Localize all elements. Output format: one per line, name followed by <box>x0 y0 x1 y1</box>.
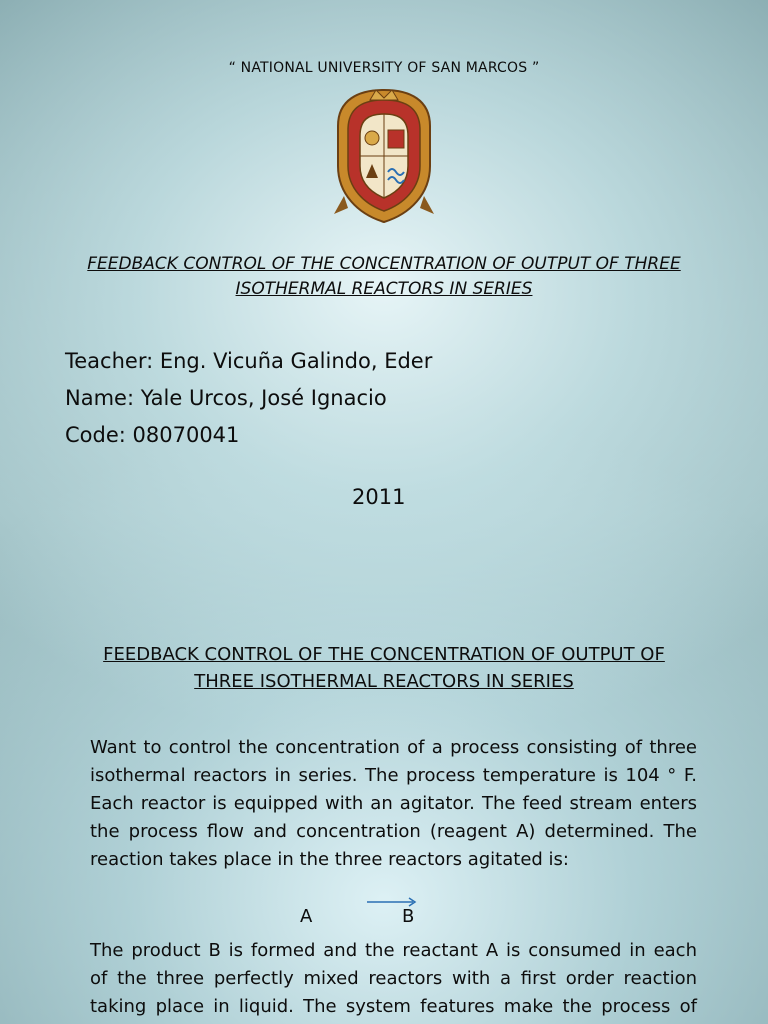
section-title <box>70 641 698 695</box>
product-label: B <box>402 906 415 927</box>
author-info <box>65 343 432 454</box>
product-paragraph-line-1: The product B is formed and the reactant A is consumed in each <box>90 940 697 961</box>
section-title-line-1: FEEDBACK CONTROL OF THE CONCENTRATION OF OUTPUT OF <box>103 644 665 665</box>
teacher-line: Teacher: Eng. Vicuña Galindo, Eder <box>65 349 433 373</box>
student-code-line: Code: 08070041 <box>65 423 240 447</box>
main-title-line-2: ISOTHERMAL REACTORS IN SERIES <box>235 279 533 299</box>
university-name: “ NATIONAL UNIVERSITY OF SAN MARCOS ” <box>228 60 540 76</box>
reactant-label: A <box>300 906 313 927</box>
section-title-line-2: THREE ISOTHERMAL REACTORS IN SERIES <box>194 671 574 692</box>
product-paragraph-line-3: taking place in liquid. The system features make the process of <box>90 996 697 1017</box>
problem-paragraph: Want to control the concentration of a process consisting of three isothermal reactors in series. The process temperature is 104 ° F. Each reactor is equipped with an agitator. The feed stream enters the process flow and concentration (reagent A) determined. The reaction takes place in the three reactors agitated is: <box>90 737 697 870</box>
year: 2011 <box>352 485 406 509</box>
main-title-line-1: FEEDBACK CONTROL OF THE CONCENTRATION OF OUTPUT OF THREE <box>87 254 681 274</box>
reaction-equation <box>300 906 440 934</box>
university-seal-icon <box>330 86 438 226</box>
product-paragraph <box>90 937 697 1021</box>
main-title <box>40 252 728 302</box>
product-paragraph-line-2: of the three perfectly mixed reactors with a first order reaction <box>90 968 697 989</box>
student-name-line: Name: Yale Urcos, José Ignacio <box>65 386 387 410</box>
